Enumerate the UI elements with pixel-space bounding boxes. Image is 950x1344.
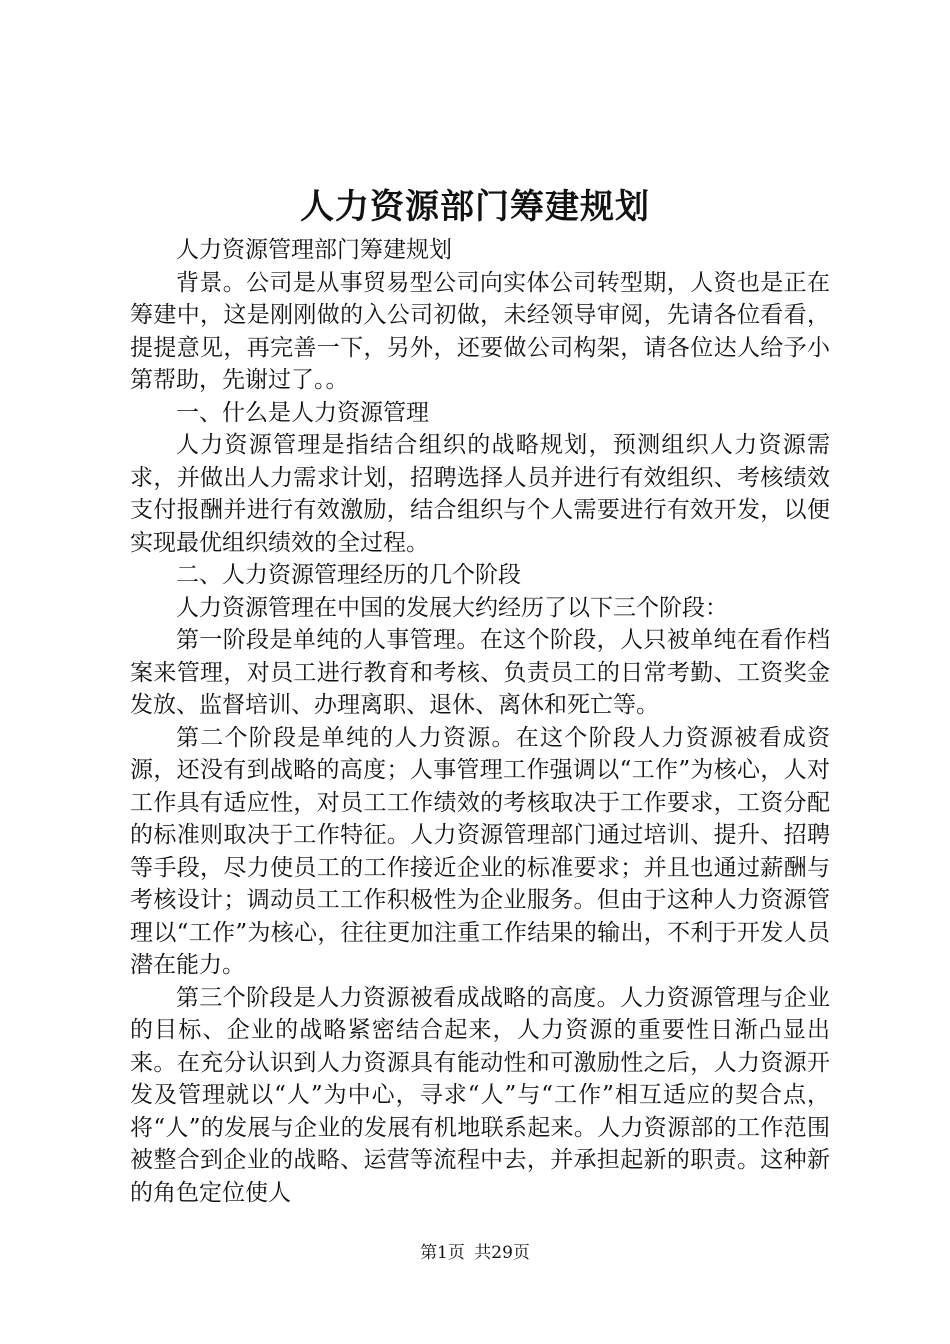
total-pages: 共29页	[474, 1243, 530, 1263]
page-footer	[0, 1241, 950, 1265]
page-number: 第1页	[420, 1243, 465, 1263]
background-paragraph: 背景。公司是从事贸易型公司向实体公司转型期，人资也是正在筹建中，这是刚刚做的入公司初做，未经领导审阅，先请各位看看，提提意见，再完善一下，另外，还要做公司构架，请各位达人给予小第帮助，先谢过了。。	[130, 269, 830, 393]
document-body	[130, 234, 830, 1209]
stage-1-paragraph: 第一阶段是单纯的人事管理。在这个阶段，人只被单纯在看作档案来管理，对员工进行教育和考核、负责员工的日常考勤、工资奖金发放、监督培训、办理离职、退休、离休和死亡等。	[130, 627, 830, 718]
stages-intro-paragraph: 人力资源管理在中国的发展大约经历了以下三个阶段：	[176, 594, 728, 621]
section-heading-2: 二、人力资源管理经历的几个阶段	[176, 562, 521, 588]
subtitle-paragraph: 人力资源管理部门筹建规划	[176, 237, 452, 263]
section-heading-1: 一、什么是人力资源管理	[176, 399, 429, 426]
definition-paragraph: 人力资源管理是指结合组织的战略规划，预测组织人力资源需求，并做出人力需求计划，招聘选择人员并进行有效组织、考核绩效支付报酬并进行有效激励，结合组织与个人需要进行有效开发，以便实现最优组织绩效的全过程。	[130, 432, 830, 556]
document-title: 人力资源部门筹建规划	[300, 187, 650, 227]
stage-2-paragraph: 第二个阶段是单纯的人力资源。在这个阶段人力资源被看成资源，还没有到战略的高度；人事管理工作强调以“工作”为核心，人对工作具有适应性，对员工工作绩效的考核取决于工作要求，工资分配的标准则取决于工作特征。人力资源管理部门通过培训、提升、招聘等手段，尽力使员工的工作接近企业的标准要求；并且也通过薪酬与考核设计；调动员工工作积极性为企业服务。但由于这种人力资源管理以“工作”为核心，往往更加注重工作结果的输出，不利于开发人员潜在能力。	[130, 724, 830, 978]
stage-3-paragraph: 第三个阶段是人力资源被看成战略的高度。人力资源管理与企业的目标、企业的战略紧密结合起来，人力资源的重要性日渐凸显出来。在充分认识到人力资源具有能动性和可激励性之后，人力资源开发及管理就以“人”为中心，寻求“人”与“工作”相互适应的契合点，将“人”的发展与企业的发展有机地联系起来。人力资源部的工作范围被整合到企业的战略、运营等流程中去，并承担起新的职责。这种新的角色定位使人	[130, 984, 830, 1206]
